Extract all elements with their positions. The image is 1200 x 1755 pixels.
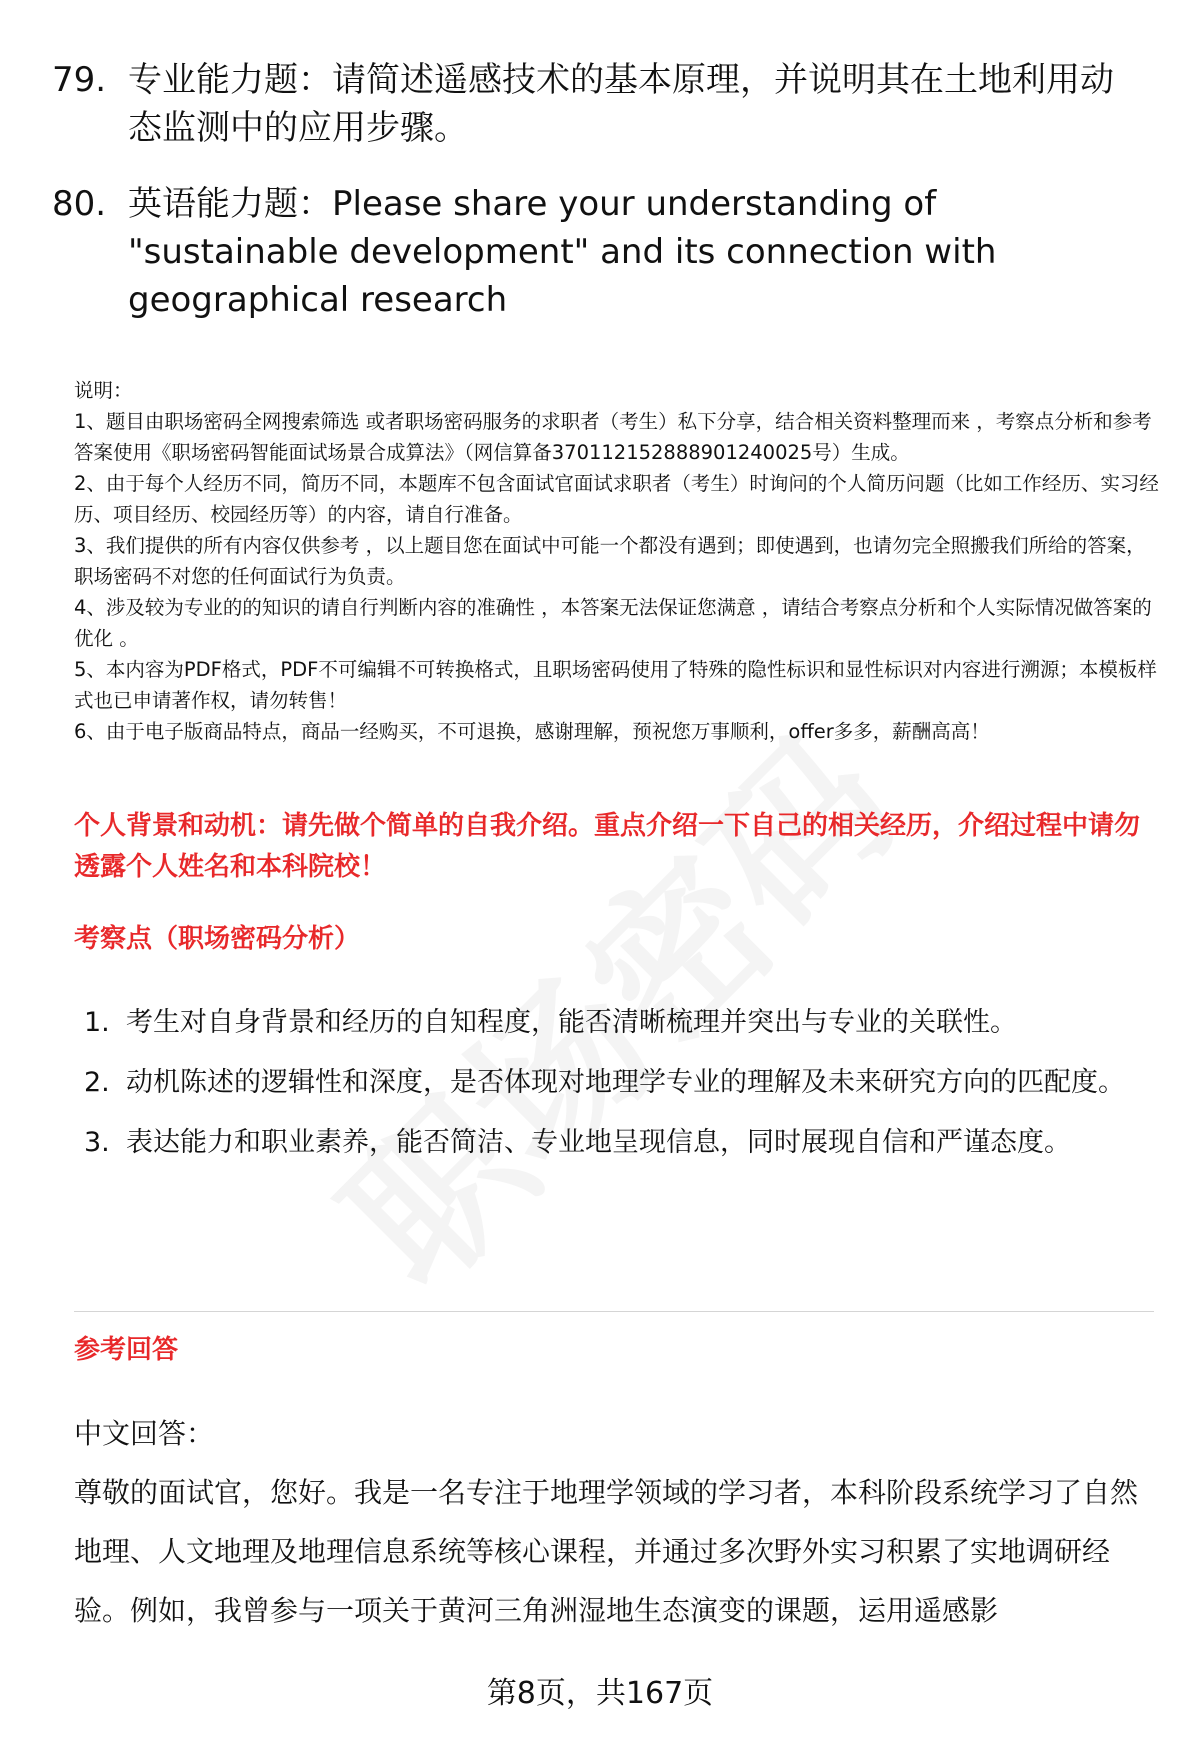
note-item: 5、本内容为PDF格式，PDF不可编辑不可转换格式，且职场密码使用了特殊的隐性标识和显性标识对内容进行溯源；本模板样式也已申请著作权，请勿转售！: [74, 658, 1157, 712]
question-list: [52, 56, 1152, 352]
question-item: [52, 56, 1152, 152]
note-item: 3、我们提供的所有内容仅供参考 ，以上题目您在面试中可能一个都没有遇到；即使遇到，也请勿完全照搬我们所给的答案，职场密码不对您的任何面试行为负责。: [74, 534, 1146, 588]
notes-title: 说明：: [74, 379, 133, 402]
answer-label: 中文回答：: [74, 1417, 215, 1450]
question-number: 80.: [52, 184, 107, 224]
assessment-points-heading: 考察点（职场密码分析）: [74, 924, 361, 954]
section-divider: [74, 1311, 1154, 1312]
assessment-points-list: [84, 993, 1159, 1173]
question-text: 英语能力题：Please share your understanding of "sustainable development" and its connection with geographical research: [128, 184, 997, 320]
question-item: [52, 180, 1152, 324]
answer-text: 尊敬的面试官，您好。我是一名专注于地理学领域的学习者，本科阶段系统学习了自然地理、人文地理及地理信息系统等核心课程，并通过多次野外实习积累了实地调研经验。例如，我曾参与一项关于黄河三角洲湿地生态演变的课题，运用遥感影: [74, 1476, 1139, 1627]
notes-block: [74, 375, 1164, 747]
interview-question-heading: 个人背景和动机：请先做个简单的自我介绍。重点介绍一下自己的相关经历，介绍过程中请勿透露个人姓名和本科院校！: [74, 811, 1141, 882]
note-item: 2、由于每个人经历不同，简历不同，本题库不包含面试官面试求职者（考生）时询问的个人简历问题（比如工作经历、实习经历、项目经历、校园经历等）的内容，请自行准备。: [74, 472, 1159, 526]
question-text: 专业能力题：请简述遥感技术的基本原理，并说明其在土地利用动态监测中的应用步骤。: [128, 60, 1114, 148]
list-item: [84, 1053, 1159, 1113]
list-item-text: 考生对自身背景和经历的自知程度，能否清晰梳理并突出与专业的关联性。: [126, 1007, 1017, 1038]
question-number: 79.: [52, 60, 107, 100]
reference-answer-heading: 参考回答: [74, 1335, 179, 1365]
page-footer: 第8页，共167页: [486, 1676, 714, 1711]
list-item: [84, 1113, 1159, 1173]
list-item: [84, 993, 1159, 1053]
answer-block: [74, 1404, 1154, 1640]
list-item-number: 3.: [84, 1127, 110, 1158]
list-item-text: 动机陈述的逻辑性和深度，是否体现对地理学专业的理解及未来研究方向的匹配度。: [126, 1067, 1125, 1098]
list-item-number: 2.: [84, 1067, 110, 1098]
note-item: 1、题目由职场密码全网搜索筛选 或者职场密码服务的求职者（考生）私下分享，结合相关资料整理而来 ，考察点分析和参考答案使用《职场密码智能面试场景合成算法》（网信算备370112152888901240025号）生成。: [74, 410, 1152, 464]
note-item: 4、涉及较为专业的的知识的请自行判断内容的准确性 ，本答案无法保证您满意 ，请结合考察点分析和个人实际情况做答案的优化 。: [74, 596, 1152, 650]
list-item-number: 1.: [84, 1007, 110, 1038]
note-item: 6、由于电子版商品特点，商品一经购买，不可退换，感谢理解，预祝您万事顺利，offer多多，薪酬高高！: [74, 720, 990, 743]
list-item-text: 表达能力和职业素养，能否简洁、专业地呈现信息，同时展现自信和严谨态度。: [126, 1127, 1071, 1158]
